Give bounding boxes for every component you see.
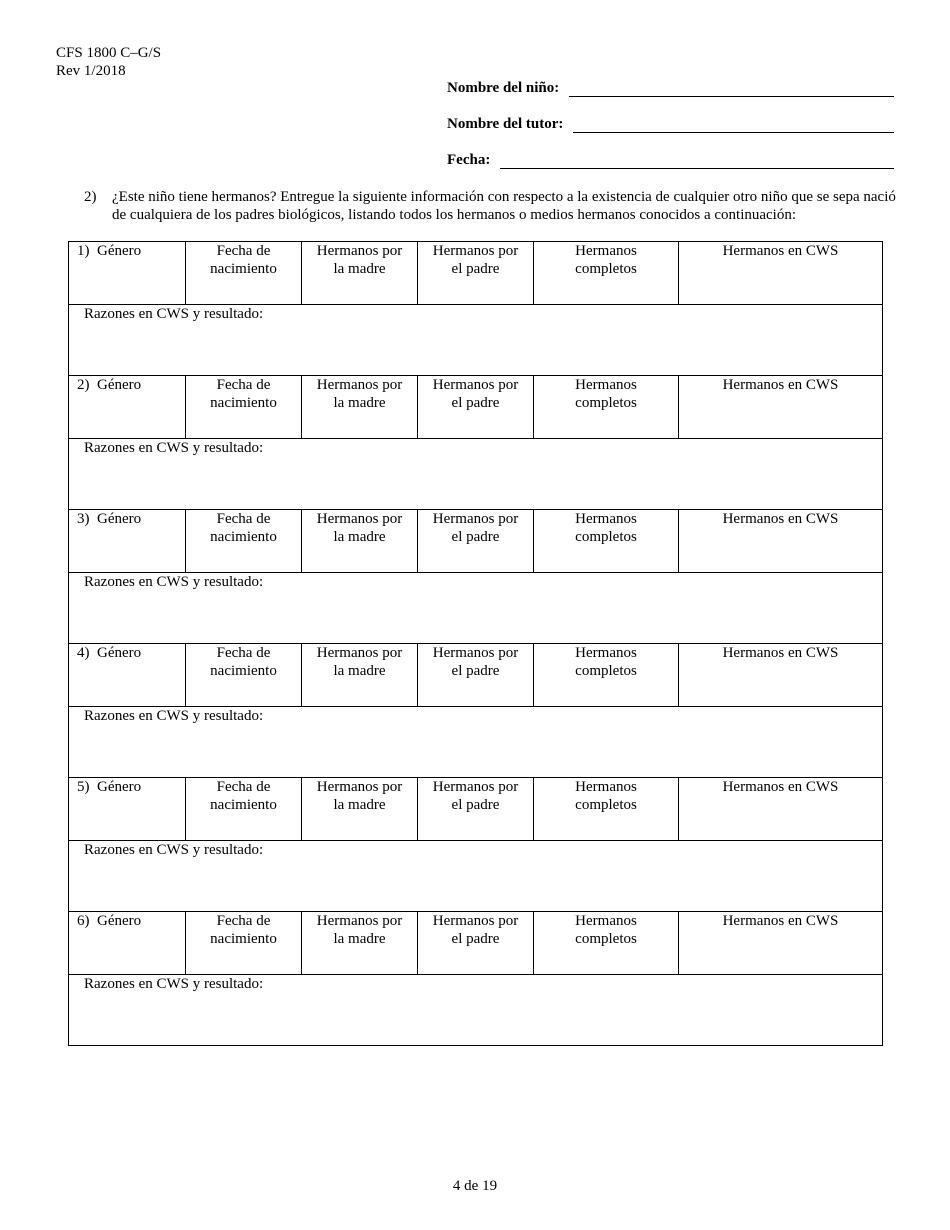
siblings-in-cws-cell[interactable]: [679, 242, 883, 305]
gender-cell[interactable]: [69, 778, 186, 841]
column-label-line2: la madre: [333, 261, 386, 277]
column-label-line2: el padre: [451, 395, 500, 411]
column-label-line1: Hermanos por: [432, 645, 519, 661]
sibling-reason-row: [69, 573, 883, 644]
column-label-line2: la madre: [333, 931, 386, 947]
column-label-line1: Hermanos por: [432, 511, 519, 527]
gender-label: Género: [97, 645, 142, 661]
sibling-reason-row: [69, 707, 883, 778]
sibling-reason-row: [69, 439, 883, 510]
sibling-header-row: [69, 376, 883, 439]
date-line[interactable]: [500, 154, 894, 169]
sibling-header-row: [69, 510, 883, 573]
paternal-siblings-cell[interactable]: [418, 644, 534, 707]
date-label: Fecha:: [447, 152, 491, 168]
child-name-field[interactable]: [447, 80, 894, 97]
column-label-line2: el padre: [451, 261, 500, 277]
siblings-in-cws-cell[interactable]: [679, 644, 883, 707]
maternal-siblings-cell[interactable]: [302, 912, 418, 975]
column-label-line2: el padre: [451, 931, 500, 947]
full-siblings-cell[interactable]: [534, 242, 679, 305]
column-label-line2: completos: [575, 529, 637, 545]
column-label-line2: completos: [575, 395, 637, 411]
column-label-line1: Hermanos: [575, 645, 637, 661]
column-label-line1: Fecha de: [216, 511, 271, 527]
gender-label: Género: [97, 511, 142, 527]
siblings-in-cws-cell[interactable]: [679, 912, 883, 975]
sibling-number: 6): [77, 913, 90, 929]
column-label-line2: la madre: [333, 663, 386, 679]
cws-reason-label: Razones en CWS y resultado:: [84, 440, 264, 456]
column-label-line1: Hermanos por: [316, 779, 403, 795]
siblings-in-cws-cell[interactable]: [679, 510, 883, 573]
column-label-line1: Hermanos en CWS: [722, 645, 839, 661]
gender-label: Género: [97, 779, 142, 795]
maternal-siblings-cell[interactable]: [302, 644, 418, 707]
full-siblings-cell[interactable]: [534, 376, 679, 439]
column-label-line2: completos: [575, 663, 637, 679]
gender-label: Género: [97, 243, 142, 259]
cws-reason-cell[interactable]: [69, 573, 883, 644]
birth-date-cell[interactable]: [186, 510, 302, 573]
column-label-line2: completos: [575, 797, 637, 813]
form-identifier: [56, 44, 161, 80]
sibling-number: 4): [77, 645, 90, 661]
column-label-line2: el padre: [451, 529, 500, 545]
paternal-siblings-cell[interactable]: [418, 376, 534, 439]
page-number: 4 de 19: [452, 1178, 498, 1194]
cws-reason-cell[interactable]: [69, 975, 883, 1046]
gender-label: Género: [97, 377, 142, 393]
column-label-line2: el padre: [451, 663, 500, 679]
cws-reason-cell[interactable]: [69, 305, 883, 376]
question-number: 2): [84, 189, 97, 205]
column-label-line1: Hermanos por: [432, 913, 519, 929]
gender-cell[interactable]: [69, 376, 186, 439]
column-label-line1: Hermanos por: [316, 243, 403, 259]
siblings-question: [84, 188, 902, 224]
maternal-siblings-cell[interactable]: [302, 778, 418, 841]
paternal-siblings-cell[interactable]: [418, 778, 534, 841]
column-label-line2: nacimiento: [210, 261, 277, 277]
cws-reason-label: Razones en CWS y resultado:: [84, 306, 264, 322]
column-label-line1: Hermanos por: [432, 779, 519, 795]
column-label-line1: Fecha de: [216, 779, 271, 795]
siblings-in-cws-cell[interactable]: [679, 376, 883, 439]
gender-cell[interactable]: [69, 510, 186, 573]
sibling-number: 3): [77, 511, 90, 527]
column-label-line2: la madre: [333, 529, 386, 545]
column-label-line2: nacimiento: [210, 797, 277, 813]
column-label-line1: Hermanos por: [432, 377, 519, 393]
full-siblings-cell[interactable]: [534, 912, 679, 975]
birth-date-cell[interactable]: [186, 644, 302, 707]
column-label-line1: Hermanos en CWS: [722, 779, 839, 795]
birth-date-cell[interactable]: [186, 912, 302, 975]
column-label-line2: nacimiento: [210, 931, 277, 947]
column-label-line1: Hermanos en CWS: [722, 913, 839, 929]
column-label-line1: Hermanos: [575, 779, 637, 795]
child-name-label: Nombre del niño:: [447, 80, 560, 96]
gender-cell[interactable]: [69, 242, 186, 305]
form-revision: Rev 1/2018: [56, 63, 126, 79]
birth-date-cell[interactable]: [186, 778, 302, 841]
sibling-header-row: [69, 242, 883, 305]
birth-date-cell[interactable]: [186, 376, 302, 439]
sibling-number: 2): [77, 377, 90, 393]
cws-reason-label: Razones en CWS y resultado:: [84, 708, 264, 724]
sibling-header-row: [69, 778, 883, 841]
cws-reason-cell[interactable]: [69, 841, 883, 912]
gender-cell[interactable]: [69, 912, 186, 975]
cws-reason-cell[interactable]: [69, 707, 883, 778]
birth-date-cell[interactable]: [186, 242, 302, 305]
column-label-line1: Fecha de: [216, 243, 271, 259]
gender-label: Género: [97, 913, 142, 929]
date-field[interactable]: [447, 152, 894, 169]
form-code: CFS 1800 C–G/S: [56, 45, 162, 61]
paternal-siblings-cell[interactable]: [418, 510, 534, 573]
column-label-line2: la madre: [333, 797, 386, 813]
cws-reason-label: Razones en CWS y resultado:: [84, 574, 264, 590]
siblings-in-cws-cell[interactable]: [679, 778, 883, 841]
cws-reason-cell[interactable]: [69, 439, 883, 510]
column-label-line2: nacimiento: [210, 529, 277, 545]
siblings-table: [68, 241, 883, 1046]
paternal-siblings-cell[interactable]: [418, 242, 534, 305]
full-siblings-cell[interactable]: [534, 778, 679, 841]
guardian-name-line[interactable]: [573, 118, 894, 133]
sibling-header-row: [69, 644, 883, 707]
column-label-line1: Fecha de: [216, 913, 271, 929]
cws-reason-label: Razones en CWS y resultado:: [84, 976, 264, 992]
column-label-line1: Hermanos en CWS: [722, 377, 839, 393]
column-label-line2: la madre: [333, 395, 386, 411]
column-label-line2: nacimiento: [210, 663, 277, 679]
column-label-line1: Fecha de: [216, 645, 271, 661]
paternal-siblings-cell[interactable]: [418, 912, 534, 975]
column-label-line1: Hermanos por: [316, 645, 403, 661]
child-name-line[interactable]: [569, 82, 894, 97]
column-label-line1: Hermanos: [575, 243, 637, 259]
full-siblings-cell[interactable]: [534, 510, 679, 573]
column-label-line1: Hermanos por: [316, 913, 403, 929]
guardian-name-label: Nombre del tutor:: [447, 116, 564, 132]
column-label-line1: Hermanos por: [432, 243, 519, 259]
column-label-line2: completos: [575, 261, 637, 277]
maternal-siblings-cell[interactable]: [302, 510, 418, 573]
column-label-line2: completos: [575, 931, 637, 947]
sibling-header-row: [69, 912, 883, 975]
column-label-line2: nacimiento: [210, 395, 277, 411]
column-label-line1: Hermanos por: [316, 511, 403, 527]
full-siblings-cell[interactable]: [534, 644, 679, 707]
sibling-number: 1): [77, 243, 90, 259]
sibling-reason-row: [69, 975, 883, 1046]
cws-reason-label: Razones en CWS y resultado:: [84, 842, 264, 858]
column-label-line1: Hermanos en CWS: [722, 511, 839, 527]
column-label-line1: Fecha de: [216, 377, 271, 393]
column-label-line1: Hermanos: [575, 511, 637, 527]
maternal-siblings-cell[interactable]: [302, 242, 418, 305]
sibling-reason-row: [69, 841, 883, 912]
column-label-line2: el padre: [451, 797, 500, 813]
sibling-number: 5): [77, 779, 90, 795]
question-text: ¿Este niño tiene hermanos? Entregue la siguiente información con respecto a la existencia de cualquier otro niño que se sepa nació de cualquiera de los padres biológicos, listando todos los hermanos o medios hermanos conocidos a continuación:: [112, 189, 896, 223]
gender-cell[interactable]: [69, 644, 186, 707]
column-label-line1: Hermanos por: [316, 377, 403, 393]
maternal-siblings-cell[interactable]: [302, 376, 418, 439]
column-label-line1: Hermanos: [575, 913, 637, 929]
sibling-reason-row: [69, 305, 883, 376]
guardian-name-field[interactable]: [447, 116, 894, 133]
column-label-line1: Hermanos en CWS: [722, 243, 839, 259]
column-label-line1: Hermanos: [575, 377, 637, 393]
